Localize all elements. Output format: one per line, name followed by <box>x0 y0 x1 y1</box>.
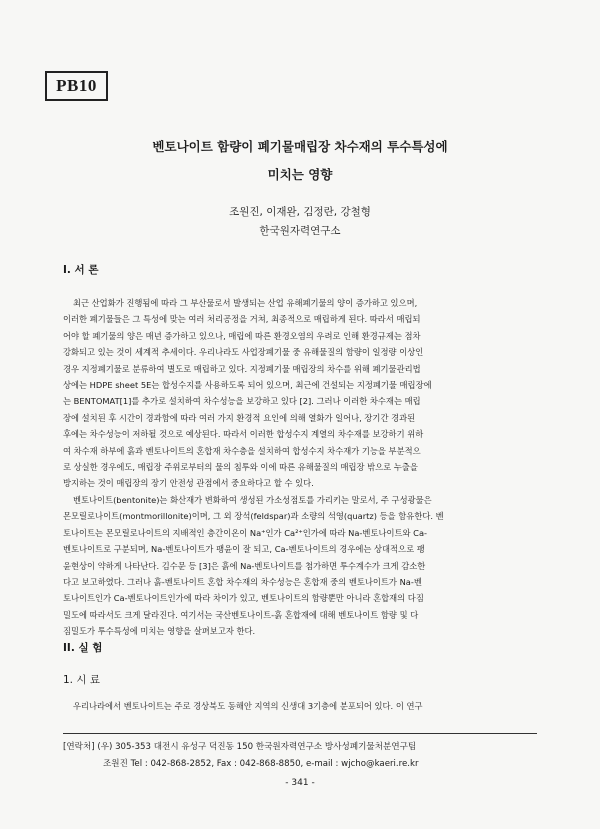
footnote-contact-line-1: [연락처] (우) 305-353 대전시 유성구 덕진동 150 한국원자력연구소 방사성폐기물처분연구팀 <box>63 742 417 752</box>
text-line: 최근 산업화가 진행됨에 따라 그 부산물로서 발생되는 산업 유해폐기물의 양이 증가하고 있으며, <box>73 298 418 308</box>
text-line: 방지하는 것이 매립장의 장기 안전성 관점에서 중요하다고 할 수 있다. <box>63 478 314 489</box>
text-line: 이러한 폐기물들은 그 특성에 맞는 여러 처리공정을 거쳐, 최종적으로 매립하게 된다. 따라서 매립되 <box>63 314 421 325</box>
text-line: 다고 보고하였다. 그러나 흙-벤토나이트 혼합 차수재의 차수성능은 혼합재 중의 벤토나이트가 Na-벤 <box>63 577 422 588</box>
text-line: 윤현상이 약하게 나타난다. 김수문 등 [3]은 흙에 Na-벤토나이트를 첨가하면 투수계수가 크게 감소한 <box>63 560 426 571</box>
text-line: 우리나라에서 벤토나이트는 주로 경상북도 동해안 지역의 신생대 3기층에 분포되어 있다. 이 연구 <box>73 701 423 711</box>
section-heading-experiment: II. 실 험 <box>63 642 103 654</box>
text-line: 벤토나이트로 구분되며, Na-벤토나이트가 팽윤이 잘 되고, Ca-벤토나이트의 경우에는 상대적으로 팽 <box>63 544 425 555</box>
text-line: 강화되고 있는 것이 세계적 추세이다. 우리나라도 사업장폐기물 중 유해물질의 함량이 일정량 이상인 <box>63 347 424 358</box>
text-line: 후에는 차수성능이 저하될 것으로 예상된다. 따라서 이러한 합성수지 계열의 차수재를 보강하기 위하 <box>63 429 424 440</box>
text-line: 벤토나이트(bentonite)는 화산재가 변화하여 생성된 가소성점토를 가리키는 말로서, 주 구성광물은 <box>73 495 432 505</box>
sample-paragraph <box>63 698 537 714</box>
intro-paragraph-1 <box>63 295 537 492</box>
section-heading-introduction: I. 서 론 <box>63 264 99 276</box>
text-line: 짐밀도가 투수특성에 미치는 영향을 살펴보고자 한다. <box>63 626 256 637</box>
page-number: - 341 - <box>285 778 315 788</box>
text-line: 토나이트는 몬모릴로나이트의 지배적인 층간이온이 Na⁺인가 Ca²⁺인가에 따라 Na-벤토나이트와 Ca- <box>63 527 428 538</box>
author-list: 조원진, 이재완, 김정란, 강철형 <box>229 206 371 218</box>
text-line: 토나이트인가 Ca-벤토나이트인가에 따라 차이가 있고, 벤토나이트의 함량뿐만 아니라 혼합재의 다짐 <box>63 593 424 604</box>
text-line: 장에 설치된 후 시간이 경과함에 따라 여러 가지 환경적 요인에 의해 열화가 일어나, 장기간 경과된 <box>63 412 416 423</box>
text-line: 경우 지정폐기물로 분류하여 별도로 매립하고 있다. 지정폐기물 매립장의 차수를 위해 폐기물관리법 <box>63 363 421 374</box>
text-line: 몬모릴로나이트(montmorillonite)이며, 그 외 장석(feldspar)과 소량의 석영(quartz) 등을 함유한다. 벤 <box>63 511 444 522</box>
text-line: 밀도에 따라서도 크게 달라진다. 여기서는 국산벤토나이트-흙 혼합재에 대해 벤토나이트 함량 및 다 <box>63 609 419 620</box>
intro-paragraph-2 <box>63 492 537 640</box>
subsection-heading-sample: 1. 시 료 <box>63 674 100 686</box>
text-line: 상에는 HDPE sheet 5E는 합성수지를 사용하도록 되어 있으며, 최근에 건설되는 지정폐기물 매립장에 <box>63 380 432 391</box>
text-line: 어야 할 폐기물의 양은 매년 증가하고 있으나, 매립에 따른 환경오염의 우려로 인해 환경규제는 점차 <box>63 330 421 341</box>
text-line: 로 상실한 경우에도, 매립장 주위로부터의 물의 침투와 이에 따른 유해물질의 매립장 밖으로 누출을 <box>63 462 418 473</box>
paper-title-line-2: 미치는 영향 <box>267 167 333 182</box>
affiliation: 한국원자력연구소 <box>259 225 341 237</box>
text-line: 는 BENTOMAT[1]를 추가로 설치하여 차수성능을 보강하고 있다 [2]. 그러나 이러한 차수재는 매립 <box>63 396 421 407</box>
footnote-divider <box>63 733 537 734</box>
paper-title-line-1: 벤토나이트 함량이 폐기물매립장 차수재의 투수특성에 <box>152 139 448 154</box>
text-line: 여 차수재 하부에 흙과 벤토나이트의 혼합재 차수층을 설치하여 합성수지 차수재가 기능을 부분적으 <box>63 445 421 456</box>
paper-code-box: PB10 <box>45 71 108 101</box>
footnote-contact-line-2: 조원진 Tel : 042-868-2852, Fax : 042-868-8850, e-mail : wjcho@kaeri.re.kr <box>103 759 419 769</box>
